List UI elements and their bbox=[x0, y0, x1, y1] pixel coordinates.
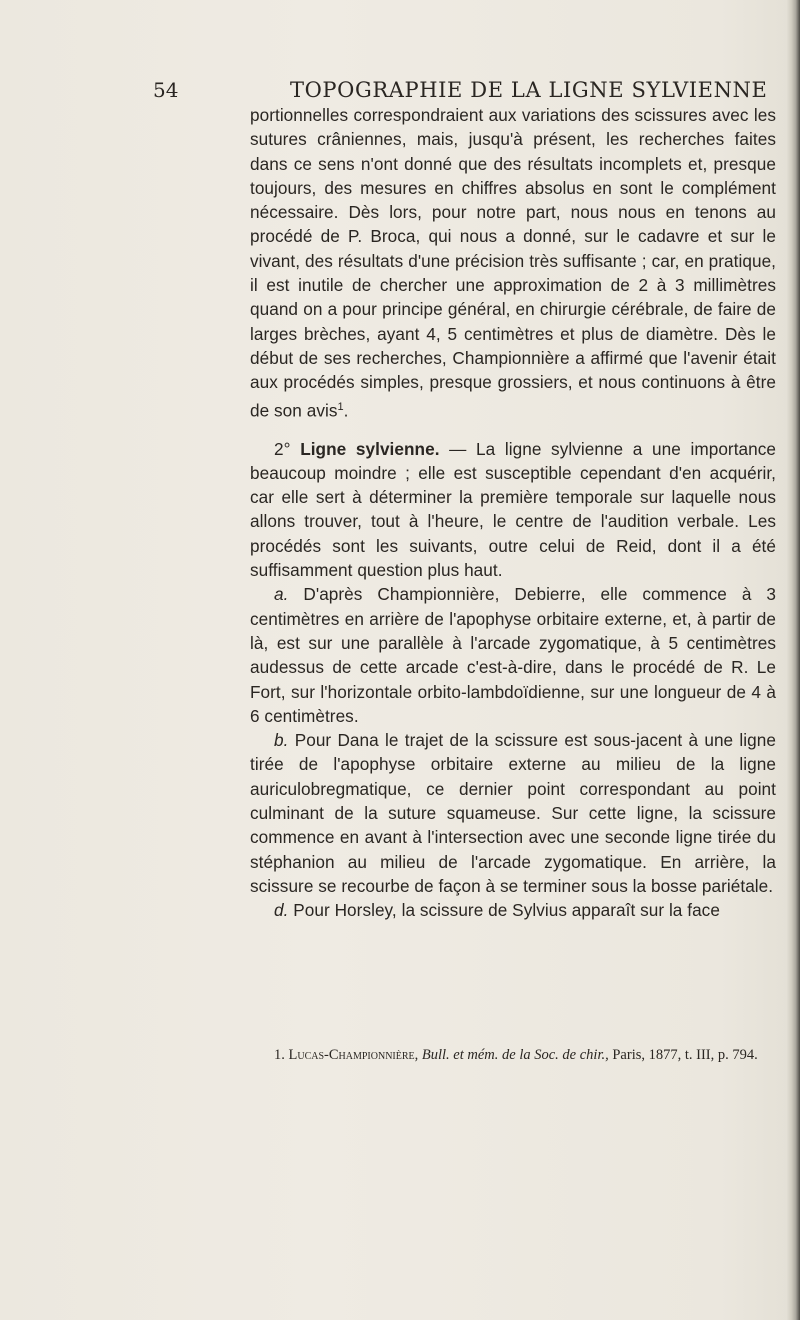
paragraph-text: — La ligne sylvienne a une importance beaucoup moindre ; elle est susceptible cependant d'en acquérir, car elle sert à déterminer la première temporale sur laquelle nous allons trouver, tout à l'heure, le centre de l'audition verbale. Les procédés sont les suivants, outre celui de Reid, dont il a été suffisamment question plus haut. bbox=[250, 438, 776, 581]
footnote-journal: Bull. et mém. de la Soc. de chir., bbox=[421, 1047, 609, 1063]
paragraph-text: D'après Championnière, Debierre, elle commence à 3 centimètres en arrière de l'apophyse orbitaire externe, et, à partir de là, est sur une parallèle à l'arcade zygomatique, à 5 centimètres audessus de cette arcade c'est-à-dire, dans le procédé de R. Le Fort, sur l'horizontale orbito-lambdoïdienne, sur une longueur de 4 à 6 centimètres. bbox=[250, 584, 776, 726]
footnote-number: 1. bbox=[274, 1047, 285, 1063]
footnote-details: Paris, 1877, t. III, p. 794. bbox=[608, 1047, 758, 1063]
paragraph-text: Pour Dana le trajet de la scissure est sous-jacent à une ligne tirée de l'apophyse orbitaire externe au milieu de la ligne auriculobregmatique, ce dernier point correspondant au point culminant de la suture squameuse. Sur cette ligne, la scissure commence en avant à l'intersection avec une seconde ligne tirée du stéphanion au milieu de l'arcade zygomatique. En arrière, la scissure se recourbe de façon à se terminer sous la bosse pariétale. bbox=[250, 730, 776, 896]
paragraph-text: Pour Horsley, la scissure de Sylvius apparaît sur la face bbox=[288, 900, 720, 921]
paragraph-item-d bbox=[250, 898, 776, 922]
footnote bbox=[250, 1046, 776, 1064]
footnote-author: Lucas-Championnière, bbox=[288, 1047, 419, 1063]
section-number: 2° bbox=[274, 438, 291, 459]
paragraph-end: . bbox=[343, 400, 349, 421]
paragraph-item-b bbox=[250, 728, 776, 898]
item-label: b. bbox=[274, 730, 289, 751]
paragraph bbox=[250, 103, 776, 423]
section-heading: Ligne sylvienne. bbox=[300, 438, 440, 459]
page-number: 54 bbox=[153, 78, 179, 102]
paragraph-ligne-sylvienne bbox=[250, 437, 776, 583]
body-text bbox=[250, 103, 776, 923]
running-title: TOPOGRAPHIE DE LA LIGNE SYLVIENNE bbox=[290, 78, 768, 102]
item-label: d. bbox=[274, 900, 289, 921]
paragraph-item-a bbox=[250, 582, 776, 728]
page-edge-shadow bbox=[786, 0, 800, 1320]
item-label: a. bbox=[274, 584, 289, 605]
footnote-text bbox=[250, 1046, 776, 1064]
paragraph-text: portionnelles correspondraient aux variations des scissures avec les sutures crâniennes, mais, jusqu'à présent, les recherches faites dans ce sens n'ont donné que des résultats incomplets et, presque toujours, des mesures en chiffres absolus en sont le complément nécessaire. Dès lors, pour notre part, nous nous en tenons au procédé de P. Broca, qui nous a donné, sur le cadavre et sur le vivant, des résultats d'une précision très suffisante ; car, en pratique, il est inutile de chercher une approximation de 2 à 3 millimètres quand on a pour principe général, en chirurgie cérébrale, de faire de larges brèches, ayant 4, 5 centimètres et plus de diamètre. Dès le début de ses recherches, Championnière a affirmé que l'avenir était aux procédés simples, presque grossiers, et nous continuons à être de son avis bbox=[250, 105, 776, 421]
footnote-ref: 1 bbox=[337, 400, 344, 413]
